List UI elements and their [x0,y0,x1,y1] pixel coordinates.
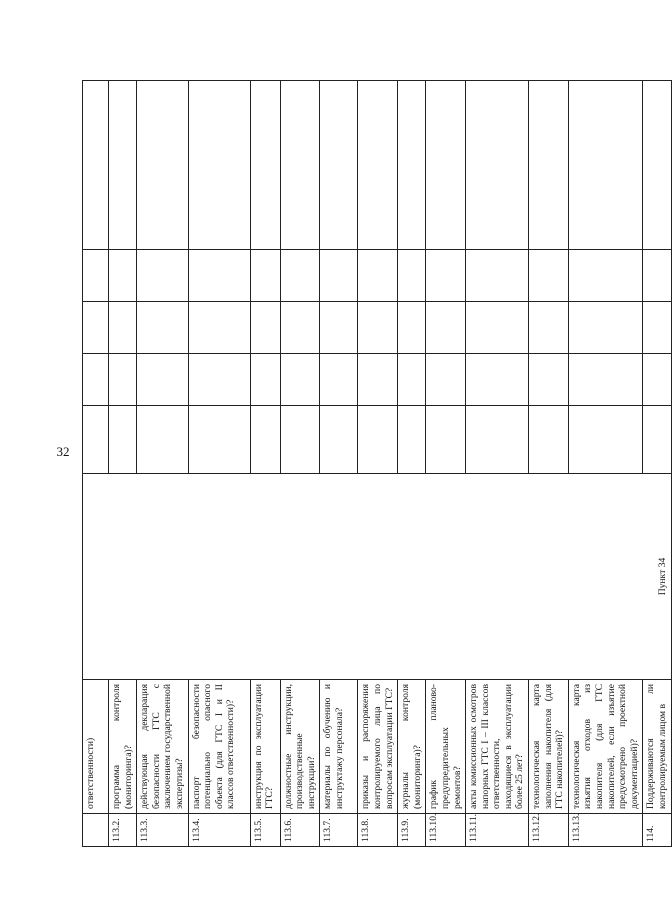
table-row [109,81,137,847]
answer-cell [529,406,569,474]
answer-cell [109,302,137,354]
row-number: 113.2. [109,814,137,847]
answer-cell [398,354,426,406]
answer-cell [188,406,250,474]
row-number: 114. [643,814,671,847]
checklist-table-body [83,81,672,847]
notes-cell [466,81,529,250]
answer-cell [250,302,280,354]
table-row [250,81,280,847]
page-number: 32 [56,444,70,459]
answer-cell [529,354,569,406]
answer-cell [426,406,466,474]
answer-cell [643,302,671,354]
answer-cell [320,354,358,406]
notes-cell [280,81,320,250]
notes-cell [188,81,250,250]
row-question: должностные инструкции, производственные инструкции? [280,680,320,814]
answer-cell [137,250,188,302]
notes-cell [137,81,188,250]
answer-cell [188,354,250,406]
answer-cell [466,302,529,354]
answer-cell [188,302,250,354]
answer-cell [109,354,137,406]
answer-cell [568,354,643,406]
answer-cell [250,250,280,302]
row-question: график планово-предупредительных ремонтов? [426,680,466,814]
table-row [568,81,643,847]
answer-cell [398,406,426,474]
answer-cell [426,250,466,302]
notes-cell [643,81,671,250]
row-number: 113.4. [188,814,250,847]
row-number: 113.12. [529,814,569,847]
answer-cell [426,354,466,406]
row-number: 113.11. [466,814,529,847]
answer-cell [83,406,109,474]
table-row [320,81,358,847]
answer-cell [83,250,109,302]
table-row [426,81,466,847]
answer-cell [250,406,280,474]
row-question: инструкция по эксплуатации ГТС? [250,680,280,814]
answer-cell [109,250,137,302]
row-question: технологическая карта заполнения накопителя (для ГТС накопителей)? [529,680,569,814]
answer-cell [398,302,426,354]
answer-cell [320,302,358,354]
notes-cell [529,81,569,250]
answer-cell [358,354,398,406]
table-row [280,81,320,847]
answer-cell [466,354,529,406]
row-number: 113.6. [280,814,320,847]
answer-cell [83,354,109,406]
notes-cell [358,81,398,250]
notes-cell [398,81,426,250]
row-question: программа контроля (мониторинга)? [109,680,137,814]
row-number: 113.13. [568,814,643,847]
answer-cell [109,406,137,474]
answer-cell [643,250,671,302]
table-row [188,81,250,847]
row-number: 113.3. [137,814,188,847]
row-question: технологическая карта изъятия отходов из накопителя (для ГТС накопителей, если изъятие предусмотрено проектной документацией)? [568,680,643,814]
answer-cell [320,250,358,302]
row-number: 113.10. [426,814,466,847]
checklist-table [82,80,672,847]
answer-cell [466,406,529,474]
answer-cell [568,406,643,474]
legal-reference-cell [83,474,672,680]
legal-reference-text: Пункт 34 [657,557,668,596]
rotated-table-container [82,81,668,847]
answer-cell [643,354,671,406]
row-question: действующая декларация безопасности ГТС с заключением государственной экспертизы? [137,680,188,814]
table-row [398,81,426,847]
answer-cell [250,354,280,406]
table-row [466,81,529,847]
answer-cell [466,250,529,302]
notes-cell [250,81,280,250]
answer-cell [568,250,643,302]
answer-cell [137,302,188,354]
row-number [83,814,109,847]
answer-cell [358,302,398,354]
row-number: 113.8. [358,814,398,847]
answer-cell [280,354,320,406]
row-number: 113.7. [320,814,358,847]
notes-cell [426,81,466,250]
row-question: Поддерживаются ли контролируемым лицом в [643,680,671,814]
row-question: журналы контроля (мониторинга)? [398,680,426,814]
answer-cell [529,302,569,354]
notes-cell [320,81,358,250]
notes-cell [109,81,137,250]
row-question: паспорт безопасности потенциально опасного объекта (для ГТС I и II классов ответственности)? [188,680,250,814]
answer-cell [358,406,398,474]
row-question: ответственности) [83,680,109,814]
row-question: приказы и распоряжения контролируемого лица по вопросам эксплуатации ГТС? [358,680,398,814]
answer-cell [137,354,188,406]
answer-cell [643,406,671,474]
notes-cell [568,81,643,250]
answer-cell [358,250,398,302]
answer-cell [280,406,320,474]
answer-cell [320,406,358,474]
row-number: 113.5. [250,814,280,847]
table-row [643,81,671,847]
notes-cell [83,81,109,250]
answer-cell [83,302,109,354]
answer-cell [568,302,643,354]
answer-cell [137,406,188,474]
checklist-table-region [82,81,668,847]
row-number: 113.9. [398,814,426,847]
table-row [358,81,398,847]
row-question: акты комиссионных осмотров напорных ГТС I – III классов ответственности, находящиеся в эксплуатации более 25 лет? [466,680,529,814]
answer-cell [398,250,426,302]
table-row [83,81,109,847]
row-question: материалы по обучению и инструктажу персонала? [320,680,358,814]
answer-cell [280,302,320,354]
table-row [137,81,188,847]
answer-cell [188,250,250,302]
answer-cell [529,250,569,302]
table-row [529,81,569,847]
answer-cell [280,250,320,302]
answer-cell [426,302,466,354]
